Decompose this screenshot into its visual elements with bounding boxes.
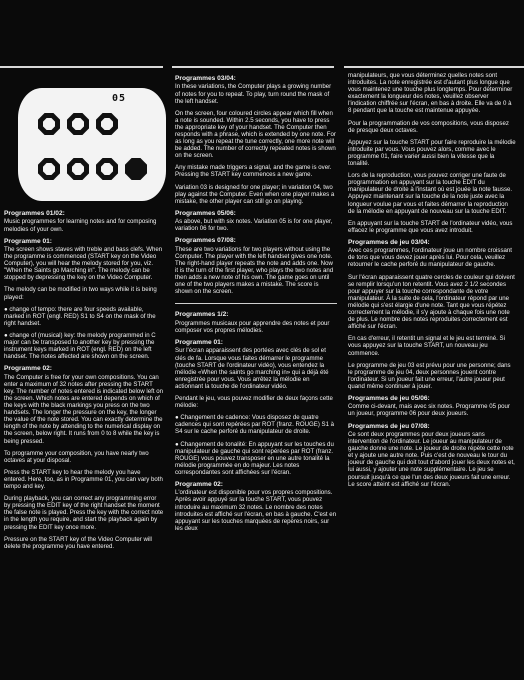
- top-rule-right: [344, 66, 524, 68]
- note-circle: [96, 158, 118, 180]
- paragraph: Sur l'écran apparaissent quatre cercles de couleur qui doivent se remplir lorsqu'un ton retentit. Vous avez 2 1/2 secondes pour appuyer sur la touche correspondante de votre manipulateur. À la suite de cela, l'ordinateur répond par une mélodie qui s'est élargie d'une note. Tant que vous répétez correctement la mélodie, il s'y ajoute à chaque fois une note de plus. Le nombre des notes reproduites correctement est affiché sur l'écran.: [348, 273, 515, 331]
- bullet-paragraph: ● change of (musical) key: the melody programmed in C major can be transposed to another key by pressing the instrument keys marked in ROT (engl. RED) on the left handset. The notes affected are shown on the screen.: [4, 331, 156, 361]
- paragraph: Music programmes for learning notes and for composing melodies of your own.: [4, 218, 157, 233]
- note-circle: [67, 113, 89, 135]
- column-english-french: [175, 72, 337, 537]
- paragraph: Sur l'écran apparaissent des portées avec clés de sol et clés de fa. Lorsque vous faites démarrer le programme (touche START de l'ordinateur vidéo), vous entendez la mélodie «When the saints go marching in» qui a déjà été enregistrée pour vous. Vous arrêtez la mélodie en actionnant la touche de l'ordinateur vidéo.: [175, 347, 329, 390]
- paragraph: The screen shows staves with treble and bass clefs. When the programme is commenced (START key on the Video Computer), you will hear the melody stored for you, viz. "When the Saints go Marching in". The melody can be stopped by depressing the key on the Video Computer.: [4, 246, 163, 282]
- paragraph: Appuyez sur la touche START pour faire reproduire la mélodie introduite par vous. Vous pouvez alors, comme avec le programme 01, faire varier aussi bien la vitesse que la tonalité.: [348, 138, 516, 168]
- heading: Programmes 05/06:: [175, 209, 236, 217]
- paragraph: En cas d'erreur, il retentit un signal et le jeu est terminé. Si vous appuyez sur la touche START, un nouveau jeu commence.: [348, 335, 505, 357]
- paragraph: These are two variations for two players without using the Computer. The player with the left handset gives one note. The right-hand player repeats the note and adds one. Now it is the turn of the first player, who plays the two notes and then adds a new note of his own. The game goes on until one of the two players makes a mistake. The score is shown on the screen.: [175, 245, 334, 296]
- heading: Programmes 01/02:: [4, 210, 65, 217]
- note-circle: [38, 113, 60, 135]
- heading: Programme 01:: [175, 339, 224, 347]
- heading: Programme 01:: [4, 237, 53, 245]
- column-french-2: [348, 72, 516, 493]
- paragraph: The melody can be modified in two ways while it is being played:: [4, 286, 157, 301]
- heading: Programmes 1/2:: [175, 311, 229, 319]
- game-screen-illustration: [18, 88, 166, 201]
- score-display: 05: [112, 93, 127, 104]
- heading: Programme 02:: [4, 365, 53, 373]
- paragraph: Programmes musicaux pour apprendre des notes et pour composer vos propres mélodies.: [175, 319, 330, 334]
- note-circle-filled: [125, 158, 147, 180]
- paragraph: Pendant le jeu, vous pouvez modifier de deux façons cette mélodie:: [175, 395, 333, 410]
- heading: Programmes 03/04:: [175, 75, 236, 82]
- bullet-paragraph: ● Changement de tonalité: En appuyant sur les touches du manipulateur de gauche qui sont repérées par ROT (franz. ROUGE) vous pouvez transposer en une autre tonalité la mélodie programmée en do majeur. Les notes correspondantes sont affichées sur l'écran.: [175, 440, 334, 476]
- heading: Programmes de jeu 03/04:: [348, 238, 430, 246]
- paragraph: During playback, you can correct any programming error by pressing the EDIT key of the right handset the moment the false note is played. Press the key with the correct note in the length you require, and start the playback again by pressing the EDIT key once more.: [4, 495, 164, 531]
- paragraph: Comme ci-devant, mais avec six notes. Programme 05 pour un joueur, programme 06 pour deux joueurs.: [348, 403, 510, 418]
- note-circles: [38, 103, 148, 195]
- paragraph: Le programme de jeu 03 est prévu pour une personne; dans le programme de jeu 04, deux personnes jouent contre l'ordinateur. Si un joueur fait une erreur, l'autre joueur peut quand même continuer à jouer.: [348, 361, 511, 390]
- paragraph: Press the START key to hear the melody you have entered. Here, too, as in Programme 01, you can vary both tempo and key.: [4, 468, 163, 491]
- paragraph: manipulateurs, que vous déterminez quelles notes sont introduites. La note enregistrée est d'autant plus longue que vous maintenez une touche plus longtemps. Pour déterminer exactement la longueur des notes, veuillez observer l'indication chiffrée sur l'écran, en bas à droite. Elle va de 0 à 8 pendant que la touche est maintenue appuyée.: [348, 72, 513, 115]
- paragraph: Pour la programmation de vos compositions, vous disposez de presque deux octaves.: [348, 119, 509, 134]
- paragraph: Any mistake made triggers a signal, and the game is over. Pressing the START key commences a new game.: [175, 164, 332, 179]
- top-rule-left: [0, 66, 163, 68]
- bullet-paragraph: ● Changement de cadence: Vous disposez de quatre cadences qui sont repérées par ROT (franz. ROUGE) S1 à S4 sur le cache perforé du manipulateur de droite.: [175, 414, 335, 436]
- heading: Programmes de jeu 05/06:: [348, 394, 430, 402]
- paragraph: As above, but with six notes. Variation 05 is for one player, variation 06 for two.: [175, 218, 333, 233]
- note-circle: [67, 158, 89, 180]
- column-english-1: [4, 207, 164, 555]
- paragraph: Avec ces programmes, l'ordinateur joue un nombre croissant de tons que vous devez jouer après lui. Pour cela, veuillez retourner le cache perforé du manipulateur de gauche.: [348, 247, 512, 269]
- heading: Programmes 07/08:: [175, 237, 236, 245]
- paragraph: Pressure on the START key of the Video Computer will delete the programme you have entered.: [4, 535, 152, 550]
- paragraph: On the screen, four coloured circles appear which fill when a note is sounded. Within 2.5 seconds, you have to press the appropriate key of your handset. The Computer then responds with a phrase, which is extended by one note. For as long as you repeat the tune correctly, one more note will be added. The number of correctly repeated notes is shown on the screen.: [175, 109, 336, 160]
- heading: Programmes de jeu 07/08:: [348, 422, 430, 430]
- section-divider: [175, 303, 337, 304]
- paragraph: Variation 03 is designed for one player; in variation 04, two play against the Computer. Even when one player makes a mistake, the other player can still go on playing.: [175, 183, 335, 205]
- top-rule-middle: [172, 66, 334, 68]
- paragraph: En appuyant sur la touche START de l'ordinateur vidéo, vous effacez le programme que vous avez introduit.: [348, 219, 513, 234]
- paragraph: Ce sont deux programmes pour deux joueurs sans intervention de l'ordinateur. Le joueur au manipulateur de gauche donne une note. Le joueur de droite répète cette note et y ajoute une autre note. Puis c'est de nouveau le tour du joueur de gauche qui doit tout d'abord jouer les deux notes et, lui aussi, y ajouter une note supplémentaire. Le jeu se poursuit jusqu'à ce que l'un des deux joueurs fait une erreur. Le score atteint est affiché sur l'écran.: [348, 430, 515, 488]
- note-circle: [38, 158, 60, 180]
- heading: Programme 02:: [175, 480, 224, 488]
- bullet-paragraph: ● change of tempo: there are four speeds available, marked in ROT (engl. RED) S1 to S4 on the mask of the right handset.: [4, 305, 156, 327]
- paragraph: To programme your composition, you have nearly two octaves at your disposal.: [4, 449, 149, 464]
- paragraph: L'ordinateur est disponible pour vos propres compositions. Après avoir appuyé sur la touche START, vous pouvez introduire au maximum 32 notes. Le nombre des notes introduites est affiché sur l'écran, en bas à gauche. C'est en appuyant sur les touches marquées de repères noirs, sur les deux: [175, 489, 337, 532]
- paragraph: The Computer is free for your own compositions. You can enter a maximum of 32 notes after pressing the START key. The number of notes entered is indicated below left on the screen. Which notes are entered depends on which of the keys with the black markings you press on the two handsets. The longer the pressure on the key, the longer the value of the note stored. You can exactly determine the length of the note by attending to the numerical display on the screen, below right. It runs from 0 to 8 while the key is being pressed.: [4, 373, 163, 445]
- paragraph: In these variations, the Computer plays a growing number of notes for you to repeat. To play, turn round the mask of the left handset.: [175, 83, 332, 105]
- note-circle: [96, 113, 118, 135]
- paragraph: Lors de la reproduction, vous pouvez corriger une faute de programmation en appuyant sur la touche EDIT du manipulateur de droite à l'instant où est jouée la note fausse. Appuyez maintenant sur la touche de la note juste avec la longueur voulue par vous et faites démarrer la reproduction de la mélodie en appuyant de nouveau sur la touche EDIT.: [348, 172, 513, 215]
